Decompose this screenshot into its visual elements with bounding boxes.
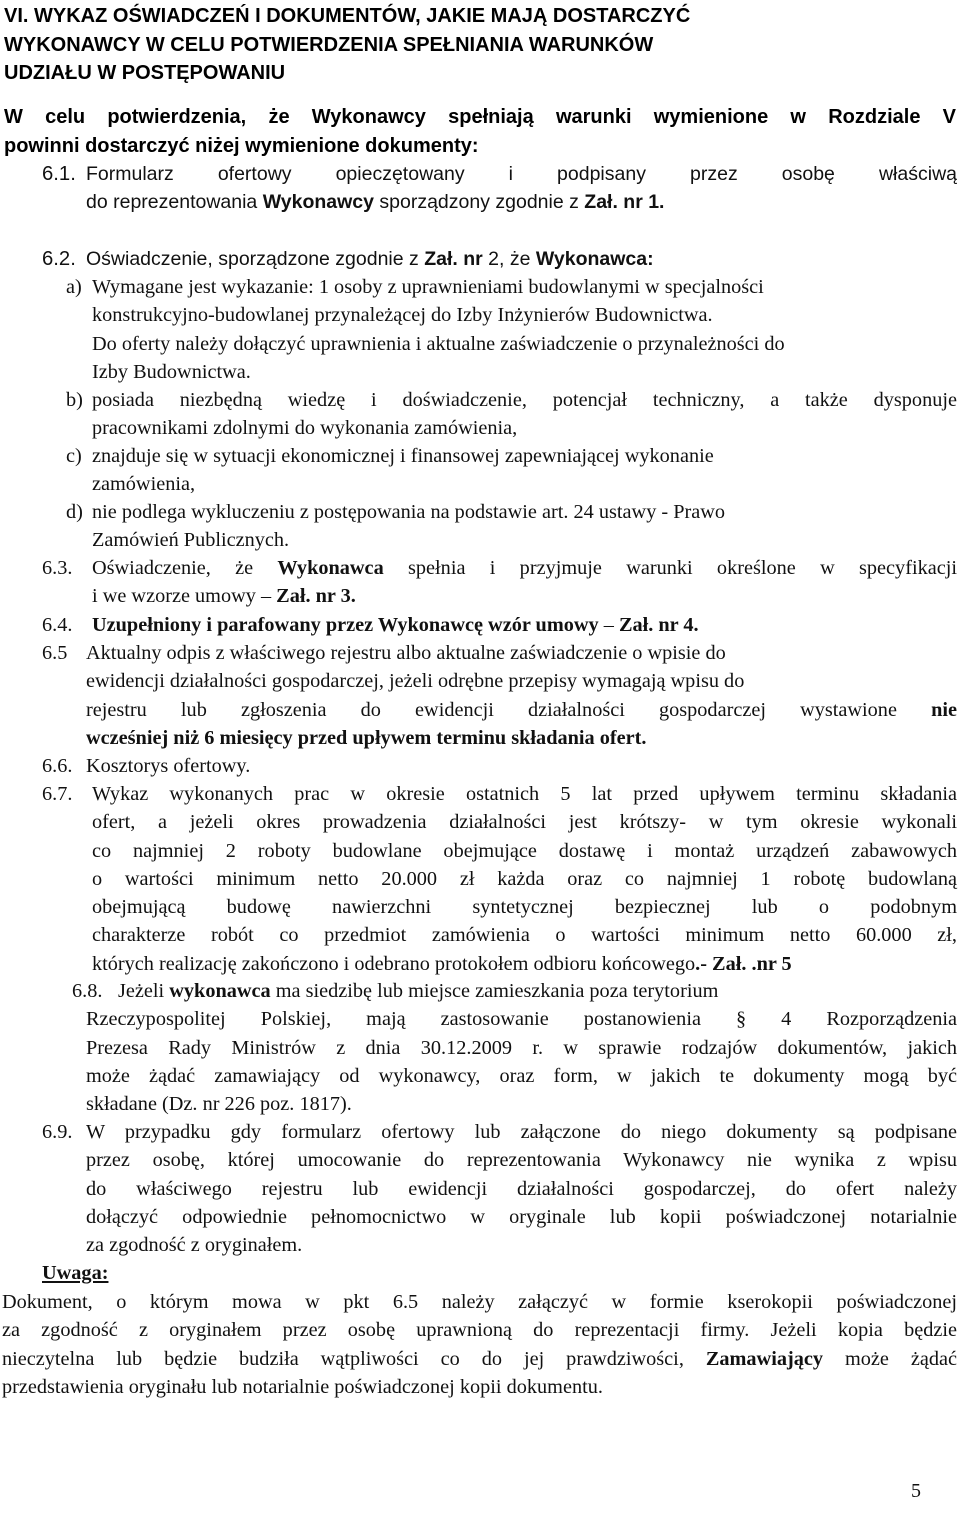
sub-item-label: c) xyxy=(66,445,82,467)
item-line: ewidencji działalności gospodarczej, jeżeli odrębne przepisy wymagają wpisu do xyxy=(86,670,745,693)
sub-item-a xyxy=(92,273,957,386)
note-line: za zgodność z oryginałem przez osobę uprawnioną do reprezentacji firmy. Jeżeli kopia będzie xyxy=(2,1319,957,1342)
item-6-1 xyxy=(86,160,957,217)
item-line: Wykaz wykonanych prac w okresie ostatnich 5 lat przed upływem terminu składania xyxy=(92,783,957,805)
item-line: do właściwego rejestru lub ewidencji działalności gospodarczej, do ofert należy xyxy=(86,1177,957,1200)
item-line: Do oferty należy dołączyć uprawnienia i aktualne zaświadczenie o przynależności do xyxy=(92,332,785,355)
item-line: obejmującą budowę nawierzchni syntetycznej bezpiecznej lub o podobnym xyxy=(92,896,957,919)
bold-span: Wykonawca xyxy=(277,557,384,579)
item-line: nie podlega wykluczeniu z postępowania na podstawie art. 24 ustawy - Prawo xyxy=(92,501,726,523)
item-6-8 xyxy=(86,977,957,1118)
bold-span: Zał. nr 4. xyxy=(618,614,699,636)
item-6-7 xyxy=(92,780,957,978)
item-line: Aktualny odpis z właściwego rejestru albo aktualne zaświadczenie o wpisie do xyxy=(86,642,726,664)
item-line: Kosztorys ofertowy. xyxy=(86,755,251,777)
item-line: Prezesa Rady Ministrów z dnia 30.12.2009 r. w sprawie rodzajów dokumentów, jakich xyxy=(86,1036,957,1059)
item-line: może żądać zamawiający od wykonawcy, oraz form, w jakich te dokumenty mogą być xyxy=(86,1064,957,1087)
note-line: Dokument, o którym mowa w pkt 6.5 należy załączyć w formie kserokopii poświadczonej xyxy=(2,1291,957,1313)
text-span: może żądać xyxy=(823,1347,957,1370)
note-line: przedstawienia oryginału lub notarialnie poświadczonej kopii dokumentu. xyxy=(2,1375,603,1398)
item-number: 6.5 xyxy=(42,642,68,664)
item-line: Zamówień Publicznych. xyxy=(92,529,290,552)
bold-span: Uzupełniony i parafowany przez Wykonawcę wzór umowy xyxy=(92,614,599,636)
item-line xyxy=(86,188,957,216)
item-line: ofert, a jeżeli okres prowadzenia działalności jest krótszy- w tym okresie wykonali xyxy=(92,811,957,834)
item-line: za zgodność z oryginałem. xyxy=(86,1234,303,1257)
text-span: 2, że xyxy=(482,248,536,270)
item-line: posiada niezbędną wiedzę i doświadczenie, potencjał techniczny, a także dysponuje xyxy=(92,389,957,411)
item-line: składane (Dz. nr 226 poz. 1817). xyxy=(86,1093,352,1116)
item-line xyxy=(92,582,957,610)
title-line: VI. WYKAZ OŚWIADCZEŃ I DOKUMENTÓW, JAKIE MAJĄ DOSTARCZYĆ xyxy=(4,5,691,27)
title-line: WYKONAWCY W CELU POTWIERDZENIA SPEŁNIANIA WARUNKÓW xyxy=(4,33,654,56)
item-line: dołączyć odpowiednie pełnomocnictwo w oryginale lub kopii poświadczonej notarialnie xyxy=(86,1205,957,1228)
item-line: o wartości minimum netto 20.000 zł każda oraz co najmniej 1 robotę budowlaną xyxy=(92,867,957,890)
item-number: 6.6. xyxy=(42,755,73,777)
item-line xyxy=(86,977,957,1005)
item-6-2-heading xyxy=(86,245,957,273)
item-line: znajduje się w sytuacji ekonomicznej i finansowej zapewniającej wykonanie xyxy=(92,445,714,467)
bold-span: Zał. nr xyxy=(424,248,483,270)
item-6-4 xyxy=(92,611,957,639)
bold-span: Zał. nr 1. xyxy=(584,191,665,214)
item-6-9 xyxy=(86,1118,957,1259)
bold-span: Wykonawca: xyxy=(535,248,654,270)
sub-item-label: a) xyxy=(66,276,82,298)
item-line: Wymagane jest wykazanie: 1 osoby z uprawnieniami budowlanymi w specjalności xyxy=(92,276,764,298)
item-line xyxy=(92,611,957,639)
item-6-5 xyxy=(86,639,957,752)
page-number: 5 xyxy=(911,1480,921,1502)
intro-paragraph xyxy=(4,103,956,161)
section-title xyxy=(4,2,924,88)
text-span: nieczytelna lub będzie budziła wątpliwości co do jej prawdziwości, xyxy=(2,1347,706,1370)
item-number: 6.9. xyxy=(42,1121,73,1143)
text-span: do reprezentowania xyxy=(86,191,263,214)
item-number: 6.4. xyxy=(42,614,73,636)
title-line: UDZIAŁU W POSTĘPOWANIU xyxy=(4,62,286,84)
sub-item-label: d) xyxy=(66,501,83,523)
note-paragraph xyxy=(2,1288,957,1401)
bold-span: Zamawiający xyxy=(705,1347,824,1370)
text-span: ma siedzibę lub miejsce zamieszkania poza terytorium xyxy=(270,980,719,1002)
bold-span: Wykonawcy xyxy=(262,191,374,214)
item-line xyxy=(92,554,957,582)
item-line xyxy=(86,724,957,752)
item-6-6 xyxy=(86,752,957,780)
sub-item-c xyxy=(92,442,957,499)
item-number: 6.1. xyxy=(42,163,76,185)
text-span: których realizację zakończono i odebrano protokołem odbioru końcowego xyxy=(92,952,696,975)
intro-line: powinni dostarczyć niżej wymienione dokumenty: xyxy=(4,135,479,157)
item-line xyxy=(86,696,957,724)
note-label: Uwaga: xyxy=(42,1262,109,1284)
note-line xyxy=(2,1345,957,1373)
item-line: zamówienia, xyxy=(92,473,196,496)
item-number: 6.3. xyxy=(42,557,73,579)
item-number: 6.7. xyxy=(42,783,73,805)
item-line: Formularz ofertowy opieczętowany i podpisany przez osobę właściwą xyxy=(86,163,957,185)
text-span: Jeżeli xyxy=(118,980,170,1002)
bold-span: wykonawca xyxy=(169,980,271,1002)
text-span: sporządzony zgodnie z xyxy=(373,191,585,214)
text-span: rejestru lub zgłoszenia do ewidencji działalności gospodarczej wystawione xyxy=(86,698,932,721)
text-span: Oświadczenie, że xyxy=(92,557,278,579)
sub-item-b xyxy=(92,386,957,443)
item-number: 6.8. xyxy=(72,980,103,1002)
bold-span: wcześniej niż 6 miesięcy przed upływem terminu składania ofert. xyxy=(86,726,647,749)
item-6-3 xyxy=(92,554,957,611)
bold-span: Zał. nr 3. xyxy=(276,585,356,608)
bold-span: .- Zał. .nr 5 xyxy=(695,952,792,975)
item-line xyxy=(86,245,957,273)
item-line: pracownikami zdolnymi do wykonania zamówienia, xyxy=(92,417,518,440)
item-line: Rzeczypospolitej Polskiej, mają zastosowanie postanowienia § 4 Rozporządzenia xyxy=(86,1008,957,1031)
text-span: – xyxy=(598,614,619,636)
item-line: W przypadku gdy formularz ofertowy lub załączone do niego dokumenty są podpisane xyxy=(86,1121,957,1143)
sub-item-d xyxy=(92,498,957,555)
item-line: przez osobę, której umocowanie do reprezentowania Wykonawcy nie wynika z wpisu xyxy=(86,1149,957,1172)
item-line: Izby Budownictwa. xyxy=(92,360,251,383)
item-line xyxy=(92,950,957,978)
text-span: i we wzorze umowy – xyxy=(92,585,277,608)
item-number: 6.2. xyxy=(42,248,76,270)
bold-span: nie xyxy=(931,698,957,721)
item-line: co najmniej 2 roboty budowlane obejmujące dostawę i montaż urządzeń zabawowych xyxy=(92,839,957,862)
sub-item-label: b) xyxy=(66,389,83,411)
intro-line: W celu potwierdzenia, że Wykonawcy spełniają warunki wymienione w Rozdziale V xyxy=(4,106,956,128)
text-span: spełnia i przyjmuje warunki określone w specyfikacji xyxy=(383,557,957,579)
text-span: Oświadczenie, sporządzone zgodnie z xyxy=(86,248,425,270)
item-line: charakterze robót co przedmiot zamówienia o wartości minimum netto 60.000 zł, xyxy=(92,924,957,947)
item-line: konstrukcyjno-budowlanej przynależącej do Izby Inżynierów Budownictwa. xyxy=(92,304,713,327)
